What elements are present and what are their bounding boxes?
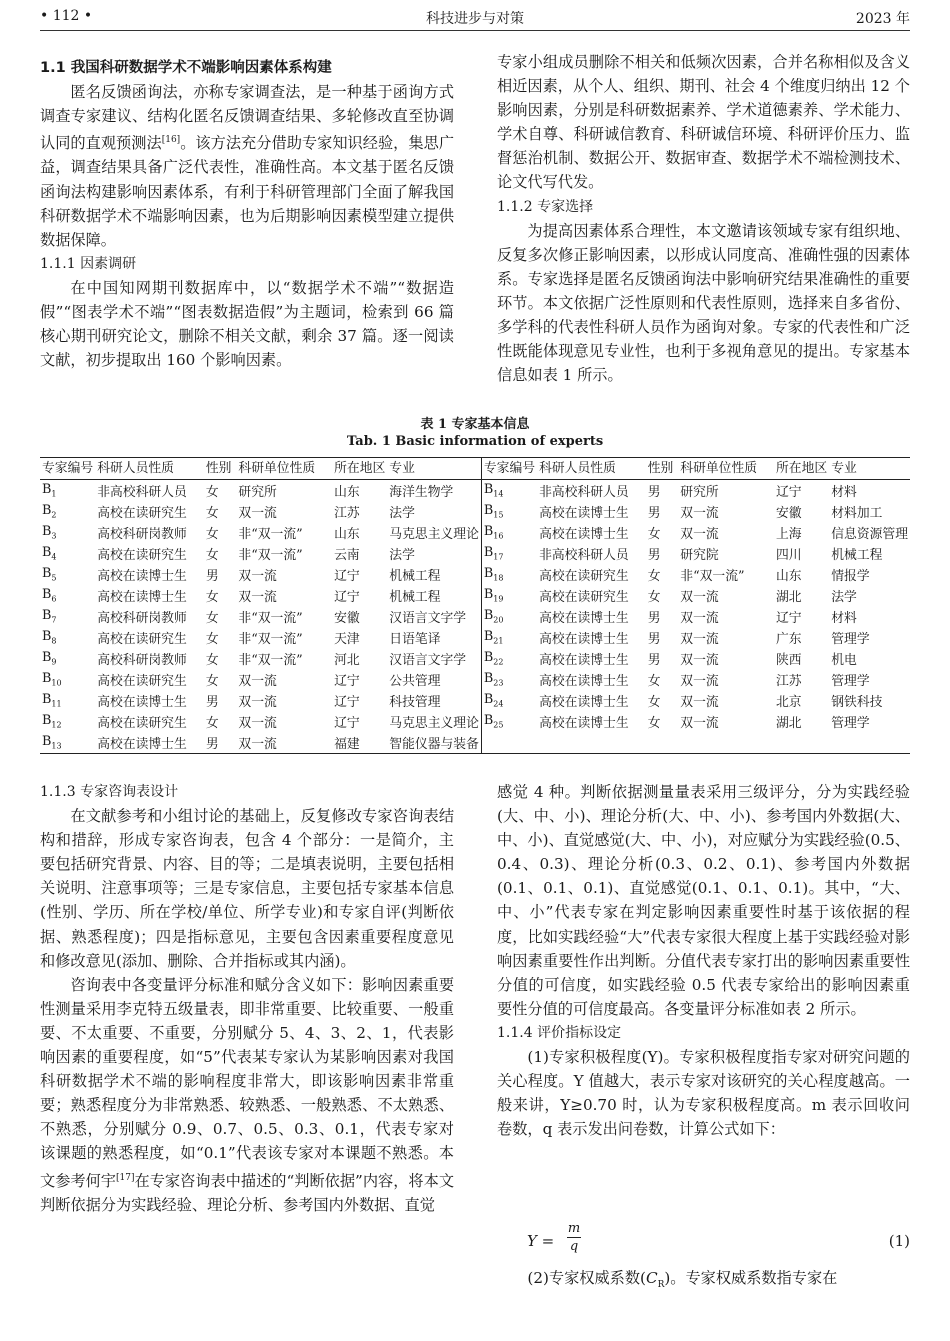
cell-region: 天津	[334, 632, 360, 647]
table-row	[40, 627, 910, 648]
cell-type: 高校在读博士生	[539, 611, 629, 626]
cell-region: 上海	[775, 527, 802, 542]
cell-major: 汉语言文字学	[389, 611, 467, 626]
cell-sex: 女	[647, 716, 661, 731]
cell-unit: 双一流	[680, 674, 719, 689]
cell-type: 高校在读博士生	[539, 716, 629, 731]
cell-type: 高校在读研究生	[97, 506, 187, 521]
cell-region: 辽宁	[334, 590, 360, 605]
cell-sex: 男	[647, 485, 661, 500]
cell-id: $B_{19}$	[481, 585, 537, 606]
cell-sex: 女	[205, 674, 219, 689]
header-region: 所在地区	[774, 458, 829, 480]
cell-id: $B_3$	[42, 524, 57, 541]
cell-region: 北京	[775, 695, 802, 710]
cell-major: 材料	[831, 611, 857, 626]
cell-id: $B_{14}$	[481, 480, 537, 502]
cell-id: $B_{18}$	[481, 564, 537, 585]
cell-region: 安徽	[334, 611, 360, 626]
cell-unit: 双一流	[238, 569, 277, 584]
cell-type: 高校在读研究生	[539, 590, 629, 605]
cell-type	[537, 732, 646, 754]
equation-1	[497, 1221, 910, 1254]
cell-type: 高校在读博士生	[97, 569, 187, 584]
cell-sex: 女	[205, 548, 219, 563]
cell-sex: 女	[205, 527, 219, 542]
journal-title: 科技进步与对策	[426, 11, 524, 27]
cell-major: 情报学	[831, 569, 870, 584]
cell-major: 日语笔译	[389, 632, 441, 647]
cell-major: 管理学	[831, 632, 870, 647]
cell-sex: 男	[205, 569, 219, 584]
cell-unit: 双一流	[680, 716, 719, 731]
cell-major: 马克思主义理论	[389, 527, 479, 542]
cell-region: 云南	[334, 548, 360, 563]
paragraph: (2)专家权威系数$(C_R)$。专家权威系数指专家在	[527, 1269, 838, 1291]
cell-major: 机电	[831, 653, 857, 668]
cell-type: 高校在读研究生	[97, 632, 187, 647]
cell-type: 非高校科研人员	[539, 548, 629, 563]
cell-unit: 非“双一流”	[238, 632, 303, 647]
cell-region: 广东	[775, 632, 802, 647]
cell-unit: 双一流	[680, 695, 719, 710]
right-column-bottom	[497, 780, 910, 1141]
cell-region: 安徽	[775, 506, 802, 521]
cell-id: $B_{23}$	[481, 669, 537, 690]
cell-unit: 双一流	[238, 695, 277, 710]
header-sex: 性别	[646, 458, 679, 480]
cell-sex: 男	[647, 548, 661, 563]
cell-region: 辽宁	[334, 716, 360, 731]
header-unit: 科研单位性质	[236, 458, 332, 480]
left-column-top	[40, 50, 454, 372]
paragraph: 专家小组成员删除不相关和低频次因素，合并名称相似及含义相近因素，从个人、组织、期刊、社会 4 个维度归纳出 12 个影响因素，分别是科研数据素养、学术道德素养、学术能力、学术自尊、科研诚信教育、科研诚信环境、科研评价压力、监督惩治机制、数据公开、数据审查、数据学术不端检测技术、论文代写代发。	[497, 53, 910, 192]
cell-sex: 女	[205, 590, 219, 605]
cell-unit: 非“双一流”	[238, 611, 303, 626]
cell-major: 机械工程	[389, 569, 441, 584]
cell-sex: 女	[205, 485, 219, 500]
paragraph: 匿名反馈函询法，亦称专家调查法，是一种基于函询方式调查专家建议、结构化匿名反馈调查结果、多轮修改直至协调认同的直观预测法[16]。该方法充分借助专家知识经验，集思广益，调查结果具备广泛代表性，准确性高。本文基于匿名反馈函询法构建影响因素体系，有利于科研管理部门全面了解我国科研数据学术不端影响因素，也为后期影响因素模型建立提供数据保障。	[40, 83, 455, 249]
cell-sex	[646, 732, 679, 754]
header-id: 专家编号	[40, 458, 95, 480]
cell-unit: 双一流	[680, 653, 719, 668]
cell-major: 法学	[389, 548, 415, 563]
experts-table	[40, 457, 910, 754]
table-row	[40, 711, 910, 732]
cell-type: 非高校科研人员	[539, 485, 629, 500]
cell-unit: 双一流	[680, 506, 719, 521]
equation-denominator: q	[569, 1239, 579, 1254]
cell-type: 高校在读博士生	[539, 632, 629, 647]
cell-unit: 双一流	[238, 506, 277, 521]
subsection-heading: 1.1.4 评价指标设定	[497, 1024, 622, 1041]
cell-major: 公共管理	[389, 674, 441, 689]
table-row	[40, 648, 910, 669]
cell-major: 管理学	[831, 716, 870, 731]
cell-region: 辽宁	[334, 695, 360, 710]
paragraph: 为提高因素体系合理性，本文邀请该领域专家有组织地、反复多次修正影响因素，以形成认同度高、准确性强的因素体系。专家选择是匿名反馈函询法中影响研究结果准确性的重要环节。本文依据广泛性原则和代表性原则，选择来自多省份、多学科的代表性科研人员作为函询对象。专家的代表性和广泛性既能体现意见专业性，也利于多视角意见的提出。专家基本信息如表 1 所示。	[497, 221, 910, 385]
paragraph: 感觉 4 种。判断依据测量量表采用三级评分，分为实践经验(大、中、小)、理论分析(大、中、小)、参考国内外数据(大、中、小)、直觉感觉(大、中、小)，对应赋分为实践经验(0.5、0.4、0.3)、理论分析(0.3、0.2、0.1)、参考国内外数据(0.1、0.1、0.1)、直觉感觉(0.1、0.1、0.1)。其中，“大、中、小”代表专家在判定影响因素重要性时基于该依据的程度，比如实践经验“大”代表专家很大程度上基于实践经验对影响因素重要性作出判断。分值代表专家打出的影响因素重要性分值的可信度，如实践经验 0.5 代表专家给出的影响因素重要性分值的可信度最高。各变量评分标准如表 2 所示。	[497, 783, 910, 1018]
table-header-row	[40, 458, 910, 480]
cell-region: 陕西	[775, 653, 802, 668]
cell-region	[774, 732, 829, 754]
cell-region: 四川	[775, 548, 802, 563]
cell-unit	[678, 732, 774, 754]
page-number: • 112 •	[40, 8, 93, 24]
header-type: 科研人员性质	[95, 458, 204, 480]
cell-major: 材料	[831, 485, 857, 500]
cell-type: 高校在读博士生	[539, 653, 629, 668]
subsection-heading: 1.1.1 因素调研	[40, 255, 137, 272]
cell-type: 高校在读研究生	[97, 674, 187, 689]
cell-region: 山东	[775, 569, 802, 584]
header-type: 科研人员性质	[537, 458, 646, 480]
equation-lhs: Y =	[527, 1232, 555, 1250]
table-caption-en: Tab. 1 Basic information of experts	[346, 434, 604, 449]
cell-unit: 非“双一流”	[238, 653, 303, 668]
cell-major: 材料加工	[831, 506, 883, 521]
cell-region: 辽宁	[775, 485, 802, 500]
cell-sex: 女	[205, 716, 219, 731]
cell-unit: 双一流	[680, 527, 719, 542]
cell-major	[829, 732, 910, 754]
cell-unit: 研究院	[680, 548, 719, 563]
cell-type: 高校在读研究生	[539, 569, 629, 584]
table-row	[40, 543, 910, 564]
cell-unit: 双一流	[680, 611, 719, 626]
cell-type: 高校在读博士生	[539, 674, 629, 689]
cell-type: 高校在读研究生	[97, 716, 187, 731]
cell-major: 科技管理	[389, 695, 441, 710]
cell-region: 湖北	[775, 590, 802, 605]
cell-major: 机械工程	[831, 548, 883, 563]
cell-unit: 双一流	[238, 674, 277, 689]
table-row	[40, 690, 910, 711]
cell-id: $B_9$	[42, 650, 57, 667]
cell-sex: 男	[205, 737, 219, 752]
year: 2023 年	[855, 11, 910, 27]
cell-id: $B_4$	[42, 545, 57, 562]
table-row	[40, 732, 910, 754]
cell-id: $B_{25}$	[481, 711, 537, 732]
cell-sex: 女	[647, 527, 661, 542]
cell-major: 智能仪器与装备	[389, 737, 479, 752]
cell-id: $B_{24}$	[481, 690, 537, 711]
cell-unit: 双一流	[680, 590, 719, 605]
header-sex: 性别	[204, 458, 237, 480]
cell-sex: 女	[205, 632, 219, 647]
table-caption-cn: 表 1 专家基本信息	[420, 417, 530, 432]
cell-type: 高校在读博士生	[539, 506, 629, 521]
cell-sex: 男	[647, 506, 661, 521]
equation-number: (1)	[888, 1232, 910, 1250]
cell-sex: 男	[647, 611, 661, 626]
cell-sex: 男	[647, 653, 661, 668]
cell-major: 机械工程	[389, 590, 441, 605]
cell-sex: 女	[647, 590, 661, 605]
cell-major: 钢铁科技	[831, 695, 883, 710]
cell-unit: 双一流	[680, 632, 719, 647]
cell-sex: 女	[647, 569, 661, 584]
cell-id: $B_{21}$	[481, 627, 537, 648]
cell-unit: 非“双一流”	[238, 527, 303, 542]
cell-id: $B_{12}$	[42, 713, 62, 730]
cell-region: 辽宁	[334, 569, 360, 584]
paragraph: (1)专家积极程度(Y)。专家积极程度指专家对研究问题的关心程度。Y 值越大，表示专家对该研究的关心程度越高。一般来讲，Y≥0.70 时，认为专家积极程度高。m 表示回收问卷数，q 表示发出问卷数，计算公式如下：	[497, 1048, 910, 1139]
header-major: 专业	[829, 458, 910, 480]
paragraph: 在中国知网期刊数据库中，以“数据学术不端”“数据造假”“图表学术不端”“图表数据造假”为主题词，检索到 66 篇核心期刊研究论文，删除不相关文献，剩余 37 篇。逐一阅读文献，初步提取出 160 个影响因素。	[40, 278, 454, 370]
equation-numerator: m	[567, 1221, 581, 1236]
cell-id: $B_5$	[42, 566, 57, 583]
cell-id: $B_8$	[42, 629, 57, 646]
cell-type: 高校科研岗教师	[97, 611, 187, 626]
cell-id: $B_{20}$	[481, 606, 537, 627]
cell-type: 高校在读博士生	[97, 590, 187, 605]
table-row	[40, 564, 910, 585]
cell-major: 汉语言文字学	[389, 653, 467, 668]
cell-major: 管理学	[831, 674, 870, 689]
paragraph: 咨询表中各变量评分标准和赋分含义如下：影响因素重要性测量采用李克特五级量表，即非常重要、比较重要、一般重要、不太重要、不重要，分别赋分 5、4、3、2、1，代表影响因素的重要程度，如“5”代表某专家认为某影响因素对我国科研数据学术不端的影响程度非常大，即该影响因素非常重要；熟悉程度分为非常熟悉、较熟悉、一般熟悉、不太熟悉、不熟悉，分别赋分 0.9、0.7、0.5、0.3、0.1，代表专家对该课题的熟悉程度，如“0.1”代表该专家对本课题不熟悉。本文参考何宇[17]在专家咨询表中描述的“判断依据”内容，将本文判断依据分为实践经验、理论分析、参考国内外数据、直觉	[40, 975, 455, 1214]
cell-major: 马克思主义理论	[389, 716, 479, 731]
cell-type: 高校科研岗教师	[97, 653, 187, 668]
cell-type: 高校在读博士生	[539, 527, 629, 542]
cell-major: 法学	[831, 590, 857, 605]
header-region: 所在地区	[332, 458, 387, 480]
cell-type: 高校在读博士生	[97, 737, 187, 752]
cell-id: $B_1$	[42, 482, 57, 499]
cell-region: 河北	[334, 653, 360, 668]
cell-id: $B_7$	[42, 608, 57, 625]
page-header	[40, 8, 910, 31]
cell-region: 山东	[334, 527, 360, 542]
table-row	[40, 522, 910, 543]
cell-unit: 双一流	[238, 716, 277, 731]
cell-type: 非高校科研人员	[97, 485, 187, 500]
table-row	[40, 585, 910, 606]
cell-region: 湖北	[775, 716, 802, 731]
cell-id: $B_{15}$	[481, 501, 537, 522]
cell-unit: 非“双一流”	[680, 569, 745, 584]
cell-major: 信息资源管理	[831, 527, 908, 542]
table-row	[40, 480, 910, 502]
cell-major: 法学	[389, 506, 415, 521]
cell-major: 海洋生物学	[389, 485, 454, 500]
cell-unit: 双一流	[238, 737, 277, 752]
table-row	[40, 669, 910, 690]
cell-type: 高校在读研究生	[97, 548, 187, 563]
subsection-heading: 1.1.3 专家咨询表设计	[40, 784, 179, 800]
cell-id: $B_6$	[42, 587, 57, 604]
cell-sex: 女	[205, 653, 219, 668]
cell-unit: 双一流	[238, 590, 277, 605]
section-heading: 1.1 我国科研数据学术不端影响因素体系构建	[40, 60, 332, 76]
table-row	[40, 501, 910, 522]
cell-sex: 男	[647, 632, 661, 647]
left-column-bottom	[40, 780, 454, 1217]
subsection-heading: 1.1.2 专家选择	[497, 198, 594, 215]
cell-id: $B_{11}$	[42, 692, 62, 709]
cell-id: $B_{22}$	[481, 648, 537, 669]
cell-unit: 非“双一流”	[238, 548, 303, 563]
cell-id	[481, 732, 537, 754]
cell-unit: 研究所	[680, 485, 719, 500]
cell-sex: 女	[647, 674, 661, 689]
cell-id: $B_{17}$	[481, 543, 537, 564]
cell-id: $B_{16}$	[481, 522, 537, 543]
cell-region: 江苏	[775, 674, 802, 689]
cell-sex: 女	[205, 506, 219, 521]
cell-region: 辽宁	[334, 674, 360, 689]
cell-id: $B_{13}$	[42, 734, 62, 751]
cell-id: $B_{10}$	[42, 671, 62, 688]
right-column-last	[497, 1266, 910, 1297]
cell-sex: 女	[647, 695, 661, 710]
cell-region: 辽宁	[775, 611, 802, 626]
cell-unit: 研究所	[238, 485, 277, 500]
cell-type: 高校科研岗教师	[97, 527, 187, 542]
cell-id: $B_2$	[42, 503, 57, 520]
cell-sex: 女	[205, 611, 219, 626]
cell-sex: 男	[205, 695, 219, 710]
cell-type: 高校在读博士生	[97, 695, 187, 710]
header-id: 专家编号	[481, 458, 537, 480]
header-unit: 科研单位性质	[678, 458, 774, 480]
right-column-top	[497, 50, 910, 387]
table-row	[40, 606, 910, 627]
cell-type: 高校在读博士生	[539, 695, 629, 710]
cell-region: 江苏	[334, 506, 360, 521]
cell-region: 福建	[334, 737, 360, 752]
paragraph: 在文献参考和小组讨论的基础上，反复修改专家咨询表结构和措辞，形成专家咨询表，包含 4 个部分：一是简介，主要包括研究背景、内容、目的等；二是填表说明，主要包括相关说明、注意事项等；三是专家信息，主要包括专家基本信息(性别、学历、所在学校/单位、所学专业)和专家自评(判断依据、熟悉程度)；四是指标意见，主要包含因素重要程度意见和修改意见(添加、删除、合并指标或其内涵)。	[40, 807, 454, 970]
header-major: 专业	[387, 458, 481, 480]
cell-region: 山东	[334, 485, 360, 500]
